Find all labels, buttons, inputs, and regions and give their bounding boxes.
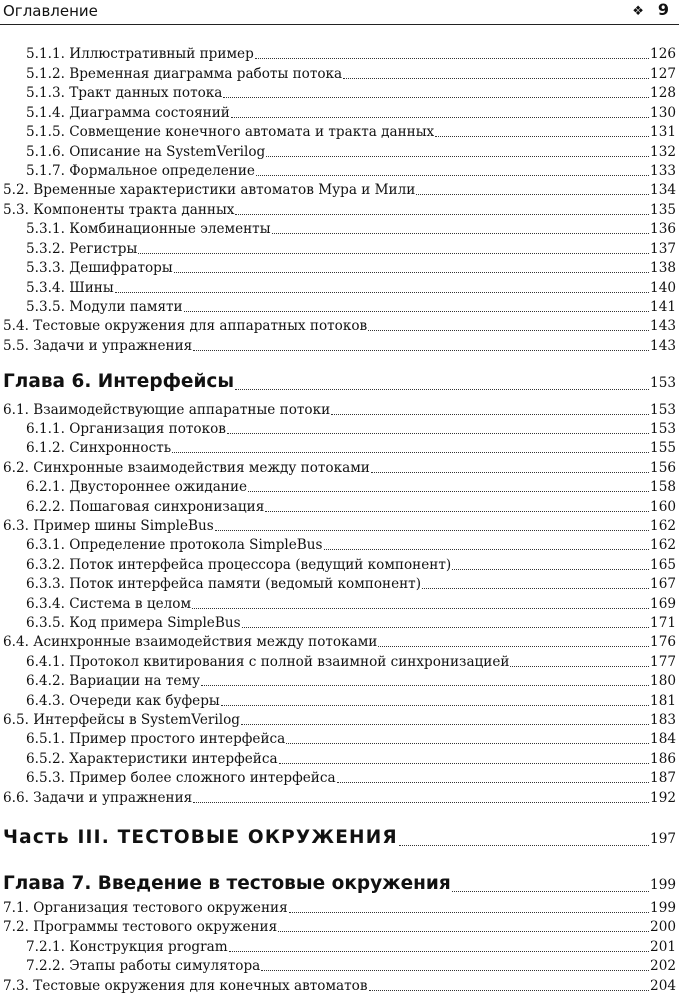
toc-entry	[0, 692, 679, 712]
toc-entry	[0, 711, 679, 731]
toc-entry	[0, 938, 679, 958]
toc-entry	[0, 259, 679, 279]
toc-entry	[0, 957, 679, 977]
toc-entry-title: 5.2. Временные характеристики автоматов Мура и Мили	[3, 182, 416, 198]
toc-entry	[0, 181, 679, 201]
dot-leader	[337, 782, 649, 783]
toc-entry-title: 6.3.3. Поток интерфейса памяти (ведомый компонент)	[26, 576, 421, 592]
dot-leader	[510, 666, 649, 667]
toc-entry-title: 6.1.1. Организация потоков	[26, 421, 226, 437]
toc-entry-page: 131	[650, 124, 676, 140]
toc-entry	[0, 556, 679, 576]
dot-leader	[289, 912, 649, 913]
toc-entry-title: Глава 6. Интерфейсы	[3, 371, 235, 392]
dot-leader	[286, 743, 649, 744]
toc-entry-title: 6.3.1. Определение протокола SimpleBus	[26, 537, 323, 553]
dot-leader	[193, 802, 649, 803]
toc-entry	[0, 595, 679, 615]
toc-entry	[0, 123, 679, 143]
dot-leader	[261, 970, 649, 971]
toc-entry-title: 7.2.1. Конструкция program	[26, 939, 228, 955]
dot-leader	[435, 136, 649, 137]
toc-entry-title: 5.1.4. Диаграмма состояний	[26, 105, 230, 121]
toc-entry-title: 5.3.4. Шины	[26, 280, 114, 296]
toc-entry-title: 6.2.2. Пошаговая синхронизация	[26, 499, 265, 515]
toc-entry	[0, 478, 679, 498]
toc-entry	[0, 298, 679, 318]
dot-leader	[416, 194, 649, 195]
toc-entry-title: 6.5.3. Пример более сложного интерфейса	[26, 770, 336, 786]
toc-entry	[0, 143, 679, 163]
dot-leader	[235, 214, 649, 215]
toc-entry-title: 7.3. Тестовые окружения для конечных автоматов	[3, 978, 368, 994]
toc-entry-title: 5.1.1. Иллюстративный пример	[26, 46, 254, 62]
toc-entry-page: 169	[650, 596, 676, 612]
toc-entry-title: 6.5.1. Пример простого интерфейса	[26, 731, 286, 747]
dot-leader	[231, 117, 649, 118]
toc-entry	[0, 317, 679, 337]
dot-leader	[248, 491, 649, 492]
toc-entry	[0, 459, 679, 479]
toc-part-heading	[0, 823, 679, 853]
toc-entry-page: 171	[650, 615, 676, 631]
dot-leader	[378, 646, 649, 647]
toc-entry-page: 199	[650, 877, 676, 893]
toc-entry	[0, 918, 679, 938]
dot-leader	[201, 685, 649, 686]
toc-entry-page: 160	[650, 499, 676, 515]
toc-entry-title: 5.1.7. Формальное определение	[26, 163, 255, 179]
toc-entry-page: 192	[650, 790, 676, 806]
toc-entry-title: 5.3. Компоненты тракта данных	[3, 202, 235, 218]
toc-entry-page: 141	[650, 299, 676, 315]
toc-entry	[0, 536, 679, 556]
toc-entry-page: 153	[650, 402, 676, 418]
dot-leader	[255, 58, 649, 59]
toc-entry	[0, 162, 679, 182]
dot-leader	[172, 452, 649, 453]
toc-entry-title: Часть III. ТЕСТОВЫЕ ОКРУЖЕНИЯ	[3, 827, 398, 848]
toc-entry	[0, 84, 679, 104]
toc-entry	[0, 220, 679, 240]
toc-entry-title: 6.3.5. Код примера SimpleBus	[26, 615, 241, 631]
toc-entry-title: 6.4. Асинхронные взаимодействия между потоками	[3, 634, 378, 650]
toc-entry	[0, 653, 679, 673]
toc-entry-title: 7.2. Программы тестового окружения	[3, 919, 278, 935]
toc-entry-title: 5.1.3. Тракт данных потока	[26, 85, 223, 101]
toc-entry	[0, 575, 679, 595]
toc-entry-page: 204	[650, 978, 676, 994]
toc-entry-title: 6.4.2. Вариации на тему	[26, 673, 200, 689]
toc-entry	[0, 614, 679, 634]
dot-leader	[452, 891, 649, 892]
toc-entry-title: 5.3.2. Регистры	[26, 241, 138, 257]
toc-entry	[0, 789, 679, 809]
running-title: Оглавление	[3, 2, 98, 20]
toc-entry	[0, 769, 679, 789]
toc-entry-page: 140	[650, 280, 676, 296]
toc-entry-page: 165	[650, 557, 676, 573]
toc-entry-page: 167	[650, 576, 676, 592]
toc-entry-page: 186	[650, 751, 676, 767]
dot-leader	[221, 705, 649, 706]
toc-entry-title: 5.4. Тестовые окружения для аппаратных потоков	[3, 318, 368, 334]
toc-entry-page: 135	[650, 202, 676, 218]
toc-entry-title: 7.2.2. Этапы работы симулятора	[26, 958, 261, 974]
toc-entry-title: 5.5. Задачи и упражнения	[3, 338, 193, 354]
toc-entry-title: 6.6. Задачи и упражнения	[3, 790, 193, 806]
header-right	[632, 0, 669, 19]
dot-leader	[265, 511, 649, 512]
toc-entry	[0, 65, 679, 85]
toc-entry	[0, 633, 679, 653]
toc-entry-title: Глава 7. Введение в тестовые окружения	[3, 873, 451, 894]
toc-entry-title: 6.4.3. Очереди как буферы	[26, 693, 220, 709]
toc-entry	[0, 240, 679, 260]
toc-entry	[0, 672, 679, 692]
toc-entry-page: 180	[650, 673, 676, 689]
toc-entry	[0, 750, 679, 770]
dot-leader	[279, 763, 649, 764]
toc-entry-page: 184	[650, 731, 676, 747]
toc-entry-title: 5.3.5. Модули памяти	[26, 299, 183, 315]
dot-leader	[369, 990, 650, 991]
toc-entry-page: 176	[650, 634, 676, 650]
toc-chapter-heading	[0, 367, 679, 397]
dot-leader	[193, 350, 649, 351]
toc-entry-title: 5.3.3. Дешифраторы	[26, 260, 173, 276]
dot-leader	[452, 569, 649, 570]
toc-entry	[0, 420, 679, 440]
dot-leader	[256, 175, 649, 176]
toc-entry-page: 200	[650, 919, 676, 935]
toc-entry-page: 156	[650, 460, 676, 476]
diamond-ornament-icon: ❖	[632, 4, 644, 19]
toc-entry	[0, 201, 679, 221]
dot-leader	[272, 233, 650, 234]
toc-entry-page: 162	[650, 537, 676, 553]
toc-entry-title: 6.3. Пример шины SimpleBus	[3, 518, 214, 534]
toc-entry-title: 6.3.4. Система в целом	[26, 596, 192, 612]
page-number: 9	[657, 0, 669, 19]
toc-entry	[0, 498, 679, 518]
toc-entry	[0, 279, 679, 299]
toc-entry-title: 6.4.1. Протокол квитирования с полной взаимной синхронизацией	[26, 654, 510, 670]
toc-entry-title: 6.5. Интерфейсы в SystemVerilog	[3, 712, 240, 728]
dot-leader	[399, 845, 649, 846]
toc-entry	[0, 730, 679, 750]
toc-entry-page: 202	[650, 958, 676, 974]
toc-entry-page: 132	[650, 144, 676, 160]
toc-entry-page: 143	[650, 318, 676, 334]
toc-entry-page: 127	[650, 66, 676, 82]
toc-chapter-heading	[0, 869, 679, 899]
toc-entry-title: 6.1. Взаимодействующие аппаратные потоки	[3, 402, 331, 418]
toc-entry-title: 6.2.1. Двустороннее ожидание	[26, 479, 248, 495]
page-header	[0, 0, 679, 25]
toc-entry-title: 5.1.6. Описание на SystemVerilog	[26, 144, 266, 160]
dot-leader	[235, 389, 649, 390]
toc-entry-title: 6.2. Синхронные взаимодействия между потоками	[3, 460, 370, 476]
toc-entry-page: 162	[650, 518, 676, 534]
toc-entry-page: 155	[650, 440, 676, 456]
toc-entry-title: 6.5.2. Характеристики интерфейса	[26, 751, 278, 767]
dot-leader	[278, 931, 649, 932]
toc-entry	[0, 337, 679, 357]
toc-entry-title: 5.1.2. Временная диаграмма работы потока	[26, 66, 343, 82]
toc-entry	[0, 977, 679, 997]
toc-entry	[0, 45, 679, 65]
dot-leader	[138, 253, 649, 254]
toc-entry	[0, 401, 679, 421]
dot-leader	[242, 627, 649, 628]
dot-leader	[343, 78, 649, 79]
dot-leader	[223, 97, 649, 98]
dot-leader	[331, 414, 649, 415]
toc-entry-page: 133	[650, 163, 676, 179]
toc-entry-page: 130	[650, 105, 676, 121]
toc-entry-page: 137	[650, 241, 676, 257]
toc-entry-page: 158	[650, 479, 676, 495]
toc-entry-page: 197	[650, 831, 676, 847]
toc-entry-title: 6.3.2. Поток интерфейса процессора (ведущий компонент)	[26, 557, 452, 573]
toc-entry-title: 6.1.2. Синхронность	[26, 440, 172, 456]
toc-entry-page: 134	[650, 182, 676, 198]
toc-entry	[0, 517, 679, 537]
dot-leader	[192, 608, 649, 609]
toc-entry-page: 153	[650, 375, 676, 391]
toc-entry-page: 199	[650, 900, 676, 916]
toc-entry-title: 5.1.5. Совмещение конечного автомата и тракта данных	[26, 124, 435, 140]
dot-leader	[184, 311, 649, 312]
toc-entry-page: 177	[650, 654, 676, 670]
dot-leader	[215, 530, 649, 531]
toc-entry	[0, 439, 679, 459]
toc-entry	[0, 104, 679, 124]
toc-entry-page: 143	[650, 338, 676, 354]
toc-entry-title: 5.3.1. Комбинационные элементы	[26, 221, 271, 237]
dot-leader	[227, 433, 649, 434]
toc-entry-title: 7.1. Организация тестового окружения	[3, 900, 288, 916]
toc-entry-page: 126	[650, 46, 676, 62]
dot-leader	[229, 951, 649, 952]
dot-leader	[422, 588, 649, 589]
toc-entry-page: 153	[650, 421, 676, 437]
toc-entry-page: 128	[650, 85, 676, 101]
dot-leader	[371, 472, 649, 473]
dot-leader	[266, 156, 649, 157]
dot-leader	[174, 272, 649, 273]
toc-entry-page: 138	[650, 260, 676, 276]
toc-entry-page: 201	[650, 939, 676, 955]
dot-leader	[368, 330, 649, 331]
toc-entry-page: 136	[650, 221, 676, 237]
toc-entry	[0, 899, 679, 919]
toc-entry-page: 181	[650, 693, 676, 709]
dot-leader	[115, 292, 649, 293]
dot-leader	[241, 724, 649, 725]
toc-entry-page: 187	[650, 770, 676, 786]
dot-leader	[324, 549, 650, 550]
toc-entry-page: 183	[650, 712, 676, 728]
